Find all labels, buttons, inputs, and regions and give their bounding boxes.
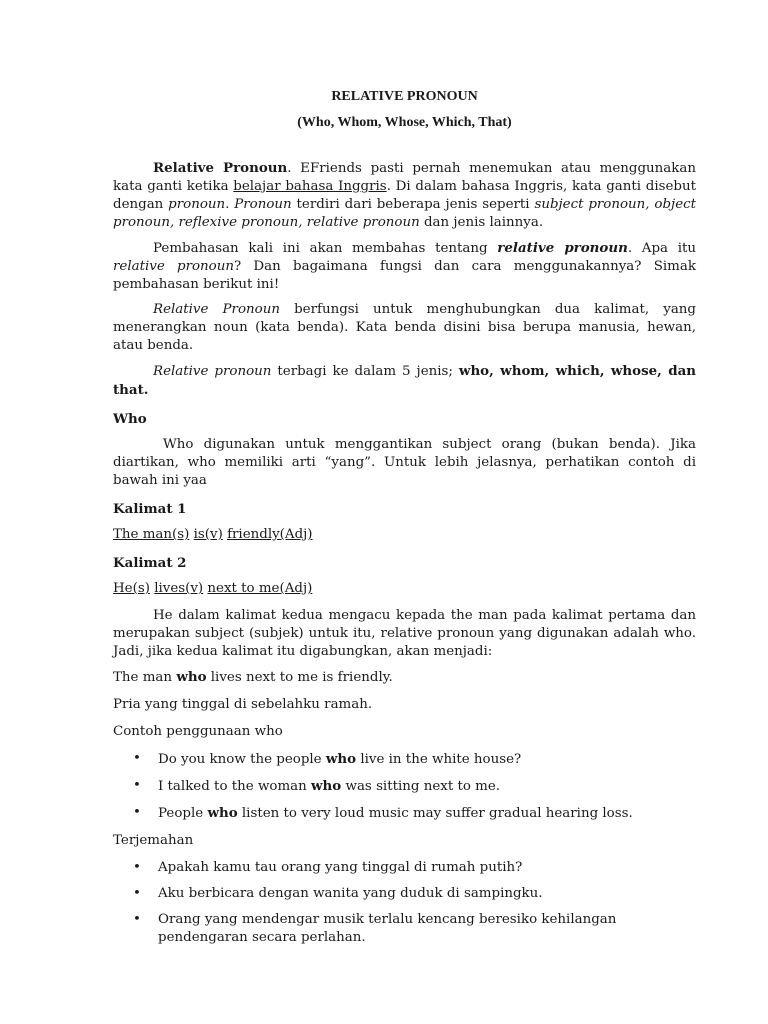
bullet-icon: • bbox=[133, 751, 141, 766]
list-item: • Do you know the people who live in the white house? bbox=[133, 751, 522, 767]
types-paragraph: Relative pronoun terbagi ke dalam 5 jenis; who, whom, which, whose, dan that. bbox=[113, 363, 696, 398]
document-subtitle: (Who, Whom, Whose, Which, That) bbox=[297, 115, 512, 130]
bullet-icon: • bbox=[133, 912, 141, 927]
intro-bold-term: Relative Pronoun bbox=[153, 160, 288, 176]
translation-line: Pria yang tinggal di sebelahku ramah. bbox=[113, 697, 373, 712]
kalimat1-heading: Kalimat 1 bbox=[113, 501, 187, 517]
intro-paragraph: Relative Pronoun. EFriends pasti pernah menemukan atau menggunakan kata ganti ketika belajar bahasa Inggris. Di dalam bahasa Inggris, kata ganti disebut dengan pronoun. Pronoun terdiri dari beberapa jenis seperti subject pronoun, object pronoun, reflexive pronoun, relative pronoun dan jenis lainnya. bbox=[113, 160, 697, 230]
list-item: • I talked to the woman who was sitting next to me. bbox=[133, 778, 501, 794]
examples-list bbox=[113, 750, 696, 823]
list-item: • Aku berbicara dengan wanita yang duduk di sampingku. bbox=[133, 886, 543, 901]
combined-sentence: The man who lives next to me is friendly. bbox=[113, 669, 393, 685]
bullet-icon: • bbox=[133, 860, 141, 875]
who-heading: Who bbox=[113, 411, 147, 427]
bullet-icon: • bbox=[133, 778, 141, 793]
belajar-link[interactable]: belajar bahasa Inggris bbox=[233, 179, 387, 194]
terjemahan-label: Terjemahan bbox=[113, 833, 194, 848]
bullet-icon: • bbox=[133, 886, 141, 901]
list-item: • Apakah kamu tau orang yang tinggal di rumah putih? bbox=[133, 860, 523, 875]
function-paragraph: Relative Pronoun berfungsi untuk menghubungkan dua kalimat, yang menerangkan noun (kata benda). Kata benda disini bisa berupa manusia, hewan, atau benda. bbox=[113, 302, 696, 353]
contoh-label: Contoh penggunaan who bbox=[113, 724, 283, 739]
list-item: • People who listen to very loud music may suffer gradual hearing loss. bbox=[133, 805, 633, 821]
who-description: Who digunakan untuk menggantikan subject orang (bukan benda). Jika diartikan, who memiliki arti “yang”. Untuk lebih jelasnya, perhatikan contoh di bawah ini yaa bbox=[113, 437, 696, 488]
bullet-icon: • bbox=[133, 805, 141, 820]
topic-paragraph: Pembahasan kali ini akan membahas tentang relative pronoun. Apa itu relative pronoun? Dan bagaimana fungsi dan cara menggunakannya? Simak pembahasan berikut ini! bbox=[113, 240, 696, 292]
document-title: RELATIVE PRONOUN bbox=[331, 89, 478, 104]
kalimat2-heading: Kalimat 2 bbox=[113, 555, 187, 571]
translations-list bbox=[113, 859, 696, 947]
explanation-paragraph: He dalam kalimat kedua mengacu kepada the man pada kalimat pertama dan merupakan subject (subjek) untuk itu, relative pronoun yang digunakan adalah who. Jadi, jika kedua kalimat itu digabungkan, akan menjadi: bbox=[113, 608, 696, 659]
list-item: • Orang yang mendengar musik terlalu kencang beresiko kehilangan pendengaran secara perlahan. bbox=[133, 912, 617, 945]
kalimat2-sentence: He(s) lives(v) next to me(Adj) bbox=[113, 581, 313, 596]
kalimat1-sentence: The man(s) is(v) friendly(Adj) bbox=[113, 527, 313, 542]
